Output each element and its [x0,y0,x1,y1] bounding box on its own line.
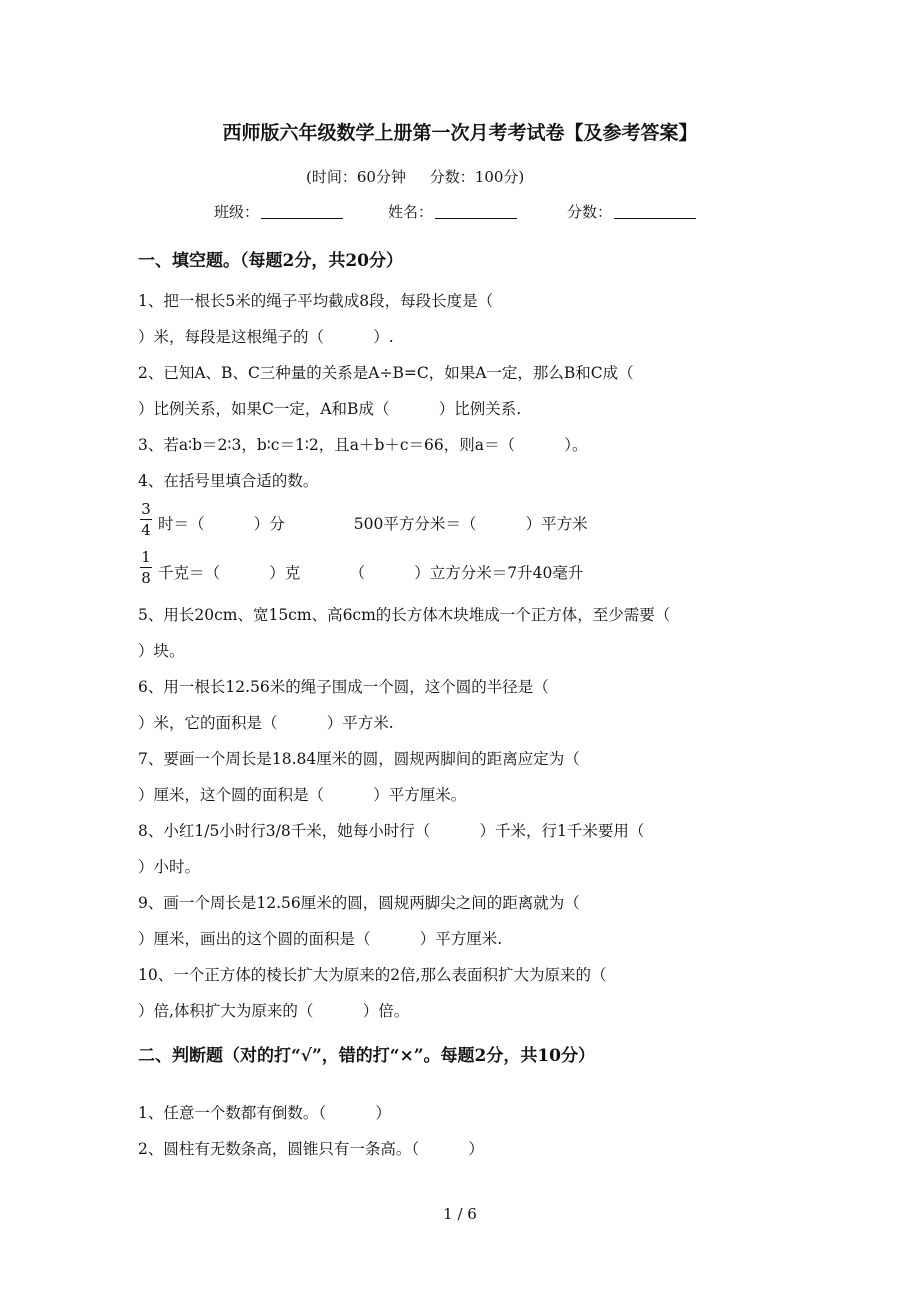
question-line: 3、若a∶b＝2∶3，b∶c＝1∶2，且a＋b＋c＝66，则a＝（ ）。 [138,436,588,454]
question-line: 7、要画一个周长是18.84厘米的圆，圆规两脚间的距离应定为（ [138,750,580,768]
question-line: ）厘米，画出的这个圆的面积是（ ）平方厘米. [138,930,503,948]
class-label: 班级： [214,203,260,221]
question-line: ）米，每段是这根绳子的（ ）. [138,328,394,346]
score-label: 分数： [567,203,613,221]
fraction-numerator: 1 [141,548,151,566]
question-line: ）米，它的面积是（ ）平方米. [138,714,394,732]
question-line: 9、画一个周长是12.56厘米的圆，圆规两脚尖之间的距离就为（ [138,894,580,912]
page-number: 1 / 6 [443,1205,477,1223]
fraction-denominator: 8 [141,569,151,587]
question-line: 1、任意一个数都有倒数。（ ） [138,1104,391,1122]
fraction-bar [140,519,152,520]
fraction-three-quarters [138,500,154,539]
question-line: 5、用长20cm、宽15cm、高6cm的长方体木块堆成一个正方体，至少需要（ [138,606,671,624]
question-line: ）倍,体积扩大为原来的（ ）倍。 [138,1002,410,1020]
question-line: ）厘米，这个圆的面积是（ ）平方厘米。 [138,786,467,804]
fraction-one-eighth [138,548,154,587]
page-title: 西师版六年级数学上册第一次月考考试卷【及参考答案】 [222,122,698,144]
question-line: ）小时。 [138,858,201,876]
fraction-denominator: 4 [141,521,151,539]
fraction-numerator: 3 [141,500,151,518]
question-line: 8、小红1/5小时行3/8千米，她每小时行（ ）千米，行1千米要用（ [138,822,645,840]
fraction-bar [140,567,152,568]
exam-time-score: (时间：60分钟 分数：100分) [306,168,525,186]
question-line: 千克＝（ ）克 （ ）立方分米＝7升40毫升 [158,564,584,582]
name-field [388,201,517,222]
question-line: 2、已知A、B、C三种量的关系是A÷B=C，如果A一定，那么B和C成（ [138,364,634,382]
section2-heading: 二、判断题（对的打“√”，错的打“×”。每题2分，共10分） [138,1046,596,1066]
question-line: ）比例关系，如果C一定，A和B成（ ）比例关系. [138,400,522,418]
question-line: 2、圆柱有无数条高，圆锥只有一条高。（ ） [138,1140,484,1158]
question-line: ）块。 [138,642,185,660]
question-line: 时＝（ ）分 500平方分米＝（ ）平方米 [158,515,588,533]
name-label: 姓名： [388,203,434,221]
score-blank[interactable] [614,204,696,219]
name-blank[interactable] [435,204,517,219]
class-blank[interactable] [261,204,343,219]
question-line: 10、一个正方体的棱长扩大为原来的2倍,那么表面积扩大为原来的（ [138,966,607,984]
class-field [214,201,343,222]
question-line: 4、在括号里填合适的数。 [138,472,319,490]
section1-heading: 一、填空题。（每题2分，共20分） [138,251,403,271]
score-field [567,201,696,222]
question-line: 6、用一根长12.56米的绳子围成一个圆，这个圆的半径是（ [138,678,549,696]
question-line: 1、把一根长5米的绳子平均截成8段，每段长度是（ [138,292,494,310]
